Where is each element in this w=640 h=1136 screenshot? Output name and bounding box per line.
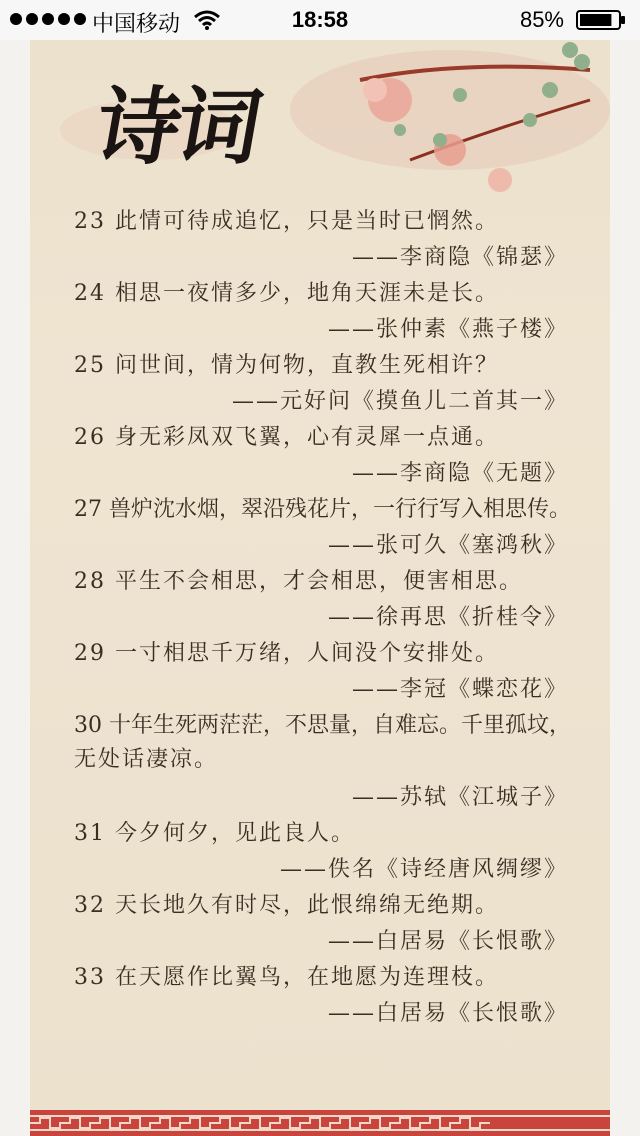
poem-line: 27 兽炉沈水烟，翠沿残花片，一行行写入相思传。: [74, 497, 571, 522]
poem-page: [30, 40, 610, 1136]
poem-line: 28 平生不会相思，才会相思，便害相思。: [74, 569, 523, 594]
poem-line: 25 问世间，情为何物，直教生死相许？: [74, 353, 499, 378]
poem-author: ——李商隐《锦瑟》: [351, 245, 568, 270]
poem-author: ——白居易《长恨歌》: [327, 929, 568, 954]
status-bar: [0, 0, 640, 40]
poem-line: 32 天长地久有时尽，此恨绵绵无绝期。: [74, 893, 499, 918]
poem-author: ——佚名《诗经唐风绸缪》: [279, 857, 568, 882]
poem-author: ——白居易《长恨歌》: [327, 1001, 568, 1026]
poem-line: 26 身无彩凤双飞翼，心有灵犀一点通。: [74, 425, 499, 450]
poem-line: 23 此情可待成追忆，只是当时已惘然。: [74, 209, 499, 234]
poem-line-continued: 无处话凄凉。: [74, 747, 219, 772]
poem-author: ——李冠《蝶恋花》: [351, 677, 568, 702]
clock: 18:58: [291, 7, 349, 32]
battery-percent: 85%: [519, 7, 564, 32]
poem-line: 31 今夕何夕，见此良人。: [74, 821, 355, 846]
battery-icon: [576, 10, 626, 30]
poem-author: ——元好问《摸鱼儿二首其一》: [231, 389, 568, 414]
decorative-border: [30, 1110, 610, 1136]
poem-line: 24 相思一夜情多少，地角天涯未是长。: [74, 281, 499, 306]
poem-line: 29 一寸相思千万绪，人间没个安排处。: [74, 641, 499, 666]
poem-line: 33 在天愿作比翼鸟，在地愿为连理枝。: [74, 965, 499, 990]
poem-author: ——苏轼《江城子》: [351, 785, 568, 810]
poem-line: 30 十年生死两茫茫，不思量，自难忘。千里孤坟，: [74, 713, 571, 738]
poem-author: ——张可久《塞鸿秋》: [327, 533, 568, 558]
carrier-name: 中国移动: [92, 11, 181, 36]
poem-author: ——张仲素《燕子楼》: [327, 317, 568, 342]
page-title: 诗词: [88, 77, 266, 176]
poem-author: ——李商隐《无题》: [351, 461, 568, 486]
poem-author: ——徐再思《折桂令》: [327, 605, 568, 630]
